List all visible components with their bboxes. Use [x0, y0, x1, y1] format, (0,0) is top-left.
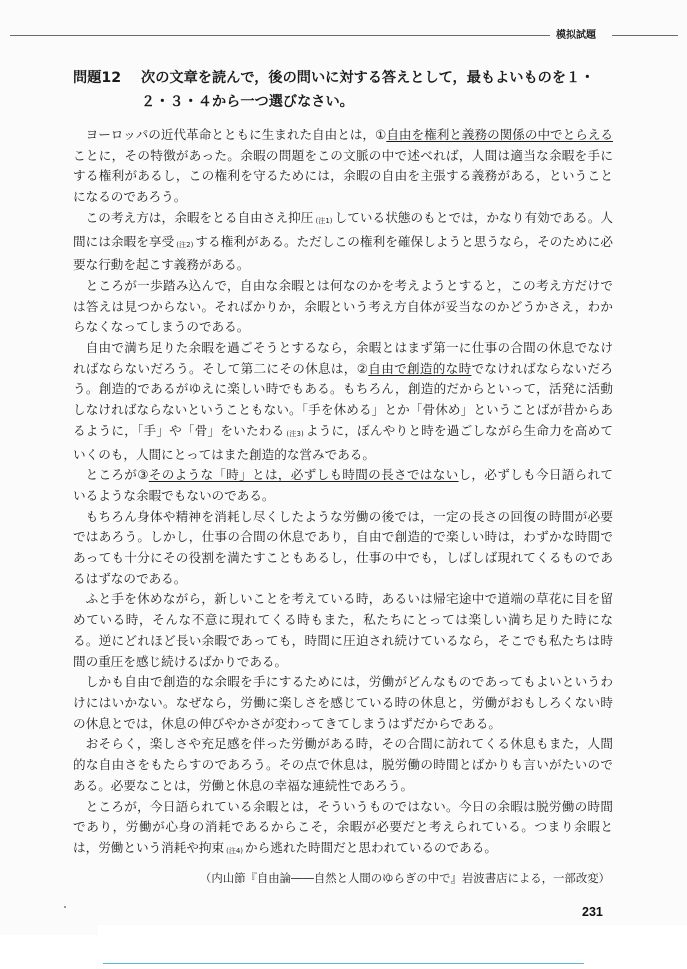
bottom-divider [103, 963, 584, 964]
text-run: し，必ずしも今日語られているような余暇でもないのである。 [73, 467, 614, 503]
header-rule-right [612, 35, 678, 36]
text-run: ヨーロッパの近代革命とともに生まれた自由とは， [85, 127, 376, 142]
source-citation: （内山節『自由論――自然と人間のゆらぎの中で』岩波書店による，一部改変） [199, 871, 610, 885]
underlined-phrase-3: そのような「時」とは，必ずしも時間の長さではない [148, 467, 459, 483]
text-run: でなければならないだろう。創造的であるがゆえに楽しい時でもある。もちろん，創造的だからといって，活発に活動しなければならないということもない。「手を休める」とか「骨休め」ということばが昔からあるように，「手」や「骨」をいたわる [73, 360, 614, 438]
paragraph-8: しかも自由で創造的な余暇を手にするためには，労働がどんなものであってもよいというわけにはいかない。なぜなら，労働に楽しさを感じている時の休息と，労働がおもしろくない時の休息とでは，休息の伸びやかさが変わってきてしまうはずだからである。 [73, 674, 613, 731]
paragraph-1 [73, 125, 613, 208]
underline-marker-3: ③ [137, 467, 149, 483]
underlined-phrase-1: 自由を権利と義務の関係の中でとらえる [386, 127, 614, 142]
footnote-ref-2: (注2) [176, 240, 194, 249]
underline-marker-2: ② [356, 360, 369, 376]
text-run: ところが [85, 467, 138, 483]
footnote-ref-4: (注4) [226, 846, 244, 855]
footnote-ref-3: (注3) [286, 429, 304, 438]
question-number: 問題12 [73, 70, 122, 86]
underline-marker-1: ① [375, 127, 387, 142]
text-run: から逃れた時間だと思われているのである。 [245, 839, 497, 855]
question-instruction-1: 次の文章を読んで，後の問いに対する答えとして，最もよいものを１・ [141, 70, 595, 86]
question-heading [73, 66, 633, 114]
text-run: 自由で満ち足りた余暇を過ごそうとするなら，余暇とはまず第一に仕事の合間の休息でなければならないだろう。そして第二にその休息は， [73, 340, 613, 376]
paragraph-4 [73, 338, 613, 465]
footnote-ref-1: (注1) [315, 216, 333, 225]
paragraph-10 [73, 797, 613, 862]
text-run: する権利がある。ただしこの権利を確保しようと思うなら，そのために必要な行動を起こす義務がある。 [73, 233, 614, 273]
reading-passage [73, 125, 613, 862]
page-number: 231 [582, 905, 603, 919]
paragraph-5 [73, 465, 613, 506]
question-line-1 [73, 66, 633, 90]
section-label: 模拟試題 [556, 30, 596, 41]
underlined-phrase-2: 自由で創造的な時 [368, 360, 472, 376]
paragraph-6: もちろん身体や精神を消耗し尽くしたような労働の後では，一定の長さの回復の時間が必要ではあろう。しかし，仕事の合間の休息であり，自由で創造的で楽しい時は，わずかな時間であっても十分にその役割を満たすこともあるし，仕事の中でも，しばしば現れてくるものであるはずなのである。 [73, 508, 613, 586]
paragraph-9: おそらく，楽しさや充足感を伴った労働がある時，その合間に訪れてくる休息もまた，人間的な自由さをもたらすのであろう。その点で休息は，脱労働の時間とばかりも言いがたいのである。必要なことは，労働と休息の幸福な連続性であろう。 [73, 736, 613, 793]
question-line-2: ２・３・４から一つ選びなさい。 [141, 94, 354, 110]
text-run: ところが，今日語られている余暇とは，そういうものではない。今日の余暇は脱労働の時間であり，労働が心身の消耗であるからこそ，余暇が必要だと考えられている。つまり余暇とは，労働という消耗や拘束 [73, 798, 613, 855]
text-run: ように，ぼんやりと時を過ごしながら生命力を高めていくのも，人間にとってはまた創造的な営みである。 [73, 422, 614, 462]
text-run: この考え方は，余暇をとる自由さえ抑圧 [85, 209, 314, 225]
text-run: ことに，その特徴があった。余暇の問題をこの文脈の中で述べれば，人間は適当な余暇を手にする権利があるし，この権利を守るためには，余暇の自由を主張する義務がある，ということになるのであろう。 [73, 147, 613, 205]
text-run: している状態のもとでは，かなり有効である。人間には余暇を享受 [73, 209, 613, 249]
scan-speck [64, 906, 66, 908]
paragraph-3: ところが一歩踏み込んで，自由な余暇とは何なのかを考えようとすると，この考え方だけでは答えは見つからない。そればかりか，余暇という考え方自体が妥当なのかどうかさえ，わからなくなってしまうのである。 [73, 277, 613, 335]
header-rule-left [10, 35, 550, 36]
paragraph-2 [73, 208, 613, 276]
paragraph-7: ふと手を休めながら，新しいことを考えている時，あるいは帰宅途中で道端の草花に目を留めている時，そんな不意に現れてくる時もまた，私たちにとっては楽しい満ち足りた時になる。逆にどれほど長い余暇であっても，時間に圧迫され続けているなら，そこでも私たちは時間の重圧を感じ続けるばかりである。 [73, 591, 613, 669]
